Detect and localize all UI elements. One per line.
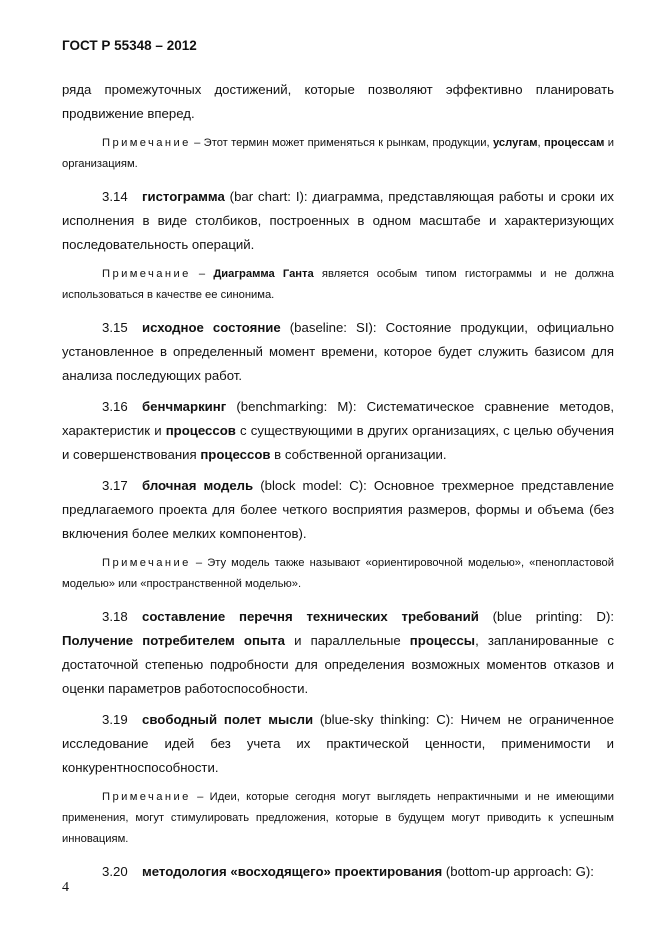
term-title: бенчмаркинг [142, 399, 227, 414]
note-label: Примечание [102, 557, 191, 569]
entry-number: 3.17 [102, 478, 128, 493]
paragraph-continuation: ряда промежуточных достижений, которые позволяют эффективно планировать продвижение вперед. [62, 82, 614, 121]
entry-number: 3.19 [102, 712, 128, 727]
document-body [62, 78, 614, 891]
note-0: Примечание – Этот термин может применяться к рынкам, продукции, услугам, процессам и организациям. [62, 137, 615, 170]
note-label: Примечание [102, 791, 191, 803]
note-2: Примечание – Эту модель также называют «ориентировочной моделью», «пенопластовой моделью» или «пространственной моделью». [62, 557, 614, 590]
note-3: Примечание – Идеи, которые сегодня могут выглядеть непрактичными и не имеющими применения, могут стимулировать предложения, которые в будущем могут приводить к успешным инновациям. [62, 791, 614, 845]
term-title: методология «восходящего» проектирования [142, 864, 443, 879]
term-entry-3-18: 3.18 составление перечня технических требований (blue printing: D): Получение потребителем опыта и параллельные процессы, запланированные с достаточной степенью подробности для определения возможных моментов отказов и оценки параметров работоспособности. [62, 605, 614, 701]
entry-number: 3.14 [102, 189, 128, 204]
term-title: гистограмма [142, 189, 225, 204]
term-title: свободный полет мысли [142, 712, 314, 727]
term-entry-3-16: 3.16 бенчмаркинг (benchmarking: M): Систематическое сравнение методов, характеристик и процессов с существующими в других организациях, с целью обучения и совершенствования процессов в собственной организации. [62, 395, 614, 467]
document-header: ГОСТ Р 55348 – 2012 [62, 38, 197, 53]
term-entry-3-19: 3.19 свободный полет мысли (blue-sky thinking: C): Ничем не ограниченное исследование идей без учета их практической ценности, применимости и конкурентноспособности. [62, 708, 614, 780]
page-number: 4 [62, 880, 69, 895]
term-title: исходное состояние [142, 320, 281, 335]
term-entry-3-17: 3.17 блочная модель (block model: C): Основное трехмерное представление предлагаемого проекта для более четкого восприятия размеров, формы и объема (без включения более мелких компонентов). [62, 474, 614, 546]
note-1: Примечание – Диаграмма Ганта является особым типом гистограммы и не должна использоваться в качестве ее синонима. [62, 268, 614, 301]
entry-number: 3.16 [102, 399, 128, 414]
term-entry-3-14: 3.14 гистограмма (bar chart: I): диаграмма, представляющая работы и сроки их исполнения в виде столбиков, построенных в одном масштабе и характеризующих последовательность операций. [62, 185, 614, 257]
note-label: Примечание [102, 268, 191, 280]
term-title: составление перечня технических требований [142, 609, 479, 624]
term-entry-3-20: 3.20 методология «восходящего» проектирования (bottom-up approach: G): [62, 860, 614, 884]
term-title: блочная модель [142, 478, 254, 493]
term-entry-3-15: 3.15 исходное состояние (baseline: SI): Состояние продукции, официально установленное в определенный момент времени, которое будет служить базисом для анализа последующих работ. [62, 316, 614, 388]
entry-number: 3.15 [102, 320, 128, 335]
entry-number: 3.18 [102, 609, 128, 624]
entry-number: 3.20 [102, 864, 128, 879]
note-label: Примечание [102, 137, 191, 149]
